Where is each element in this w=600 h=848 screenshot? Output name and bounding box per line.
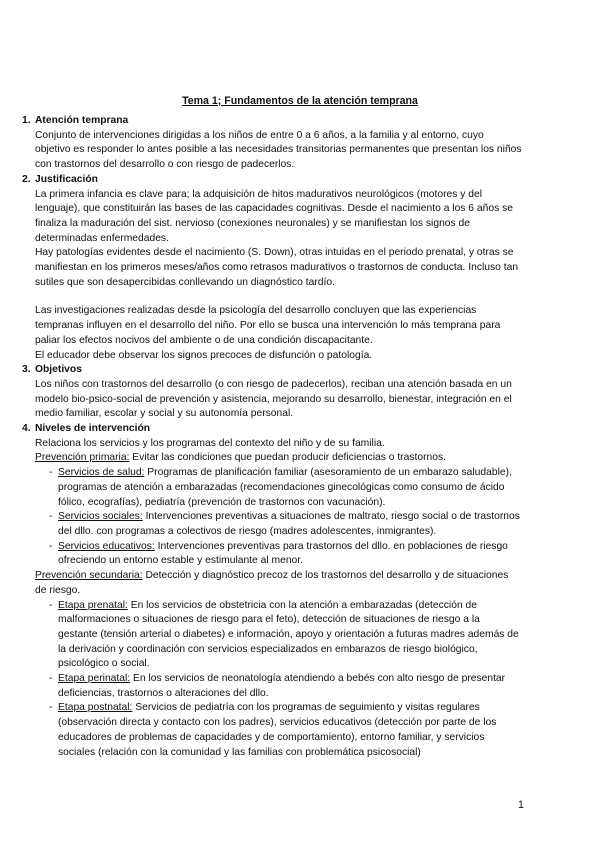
list-item	[47, 672, 522, 701]
section-number: 3.	[22, 364, 31, 376]
section-title: Justificación	[35, 173, 98, 185]
list-item	[47, 510, 522, 539]
list-item-label: Servicios sociales:	[58, 511, 143, 523]
section-niveles-intervencion	[22, 422, 522, 760]
section-number: 4.	[22, 423, 31, 435]
section-objetivos	[22, 363, 522, 422]
paragraph: Los niños con trastornos del desarrollo (o con riesgo de padecerlos), reciban una atención basada en un modelo bio-psico-social de prevención y asistencia, mejorando su desarrollo, bienestar, integración en el medio familiar, escolar y social y su autonomía personal.	[35, 378, 512, 420]
list-item-text: Intervenciones preventivas a situaciones de maltrato, riesgo social o de trastornos del dllo. con programas a colectivos de riesgo (madres adolescentes, inmigrantes).	[58, 511, 520, 537]
list-item-text: En los servicios de neonatología atendiendo a bebés con alto riesgo de presentar deficiencias, trastornos o alteraciones del dllo.	[58, 673, 506, 699]
prevencion-secundaria-text: Detección y diagnóstico precoz de los trastornos del desarrollo y de situaciones de riesgo.	[35, 570, 509, 596]
list-item	[47, 540, 522, 569]
prevencion-primaria	[35, 451, 522, 466]
section-title: Objetivos	[35, 364, 82, 376]
paragraph: Conjunto de intervenciones dirigidas a los niños de entre 0 a 6 años, a la familia y al entorno, cuyo objetivo es responder lo antes posible a las necesidades transitorias permanentes que presentan los niños con trastornos del desarrollo o con riesgo de padecerlos.	[35, 129, 522, 171]
list-item	[47, 599, 522, 673]
list-item-label: Etapa postnatal:	[58, 702, 133, 714]
prevencion-primaria-text: Evitar las condiciones que puedan producir deficiencias o trastornos.	[129, 452, 446, 464]
list-item-text: Intervenciones preventivas para trastornos del dllo. en poblaciones de riesgo ofreciendo un entorno estable y estimulante al menor.	[58, 540, 508, 567]
section-heading	[22, 114, 522, 129]
prevencion-primaria-list	[35, 466, 522, 569]
list-item-label: Servicios educativos:	[58, 540, 155, 552]
list-item	[47, 466, 522, 510]
list-item	[47, 701, 522, 760]
paragraph: La primera infancia es clave para; la adquisición de hitos madurativos neurológicos (motores y del lenguaje), que constituirán las bases de las capacidades cognitivas. Desde el nacimiento a los 6 años se finaliza la maduración del sist. nervioso (conexiones neuronales) y se manifiestan los signos de determinadas enfermedades.	[35, 188, 513, 244]
section-heading	[22, 173, 522, 188]
section-atencion-temprana	[22, 114, 522, 173]
section-justificacion	[22, 173, 522, 363]
prevencion-secundaria-label: Prevención secundaria:	[35, 570, 143, 582]
section-heading	[22, 363, 522, 378]
list-item-text: Servicios de pediatría con los programas de seguimiento y visitas regulares (observación directa y contacto con los padres), servicios educativos (detección por parte de los educadores de problemas de capacidades y de comportamiento), entorno familiar, y servicios sociales (relación con la comunidad y las familias con problemática psicosocial)	[58, 702, 497, 758]
section-number: 2.	[22, 173, 31, 185]
list-item-text: Programas de planificación familiar (asesoramiento de un embarazo saludable), programas de atención a embarazadas (recomendaciones ginecológicas como consumo de ácido fólico, ecografías), pediatría (prevención de trastornos con vacunación).	[58, 467, 512, 508]
prevencion-primaria-label: Prevención primaria:	[35, 452, 130, 464]
prevencion-secundaria-list	[35, 599, 522, 761]
prevencion-secundaria	[35, 569, 522, 598]
paragraph: Las investigaciones realizadas desde la psicología del desarrollo concluyen que las experiencias tempranas influyen en el desarrollo del niño. Por ello se busca una intervención lo más temprana para paliar los efectos nocivos del ambiente o de una condición discapacitante.	[35, 305, 501, 346]
section-title: Niveles de intervención	[35, 423, 151, 435]
paragraph: Relaciona los servicios y los programas del contexto del niño y de su familia.	[35, 437, 385, 449]
document-title: Tema 1; Fundamentos de la atención temprana	[182, 95, 418, 107]
paragraph: El educador debe observar los signos precoces de disfunción o patología.	[35, 349, 373, 361]
list-item-label: Etapa prenatal:	[58, 599, 128, 611]
list-item-text: En los servicios de obstetricia con la atención a embarazadas (detección de malformaciones o situaciones de riesgo para el feto), detección de situaciones de riesgo a la gestante (tensión arterial o diabetes) e información, apoyo y orientación a futuras madres además de la derivación y coordinación con servicios especializados en embarazos de riesgo biológico, psicológico o social.	[58, 599, 519, 670]
document-body	[22, 114, 522, 760]
page-number: 1	[518, 799, 524, 811]
paragraph: Hay patologías evidentes desde el nacimiento (S. Down), otras intuidas en el periodo prenatal, y otras se manifiestan en los primeros meses/años como retrasos madurativos o trastornos de conducta. Incluso tan sutiles que son desapercibidas conllevando un diagnóstico tardío.	[35, 247, 519, 288]
list-item-label: Servicios de salud:	[58, 467, 145, 479]
section-title: Atención temprana	[35, 115, 129, 126]
section-heading	[22, 422, 522, 437]
list-item-label: Etapa perinatal:	[58, 673, 131, 685]
section-number: 1.	[22, 115, 31, 126]
